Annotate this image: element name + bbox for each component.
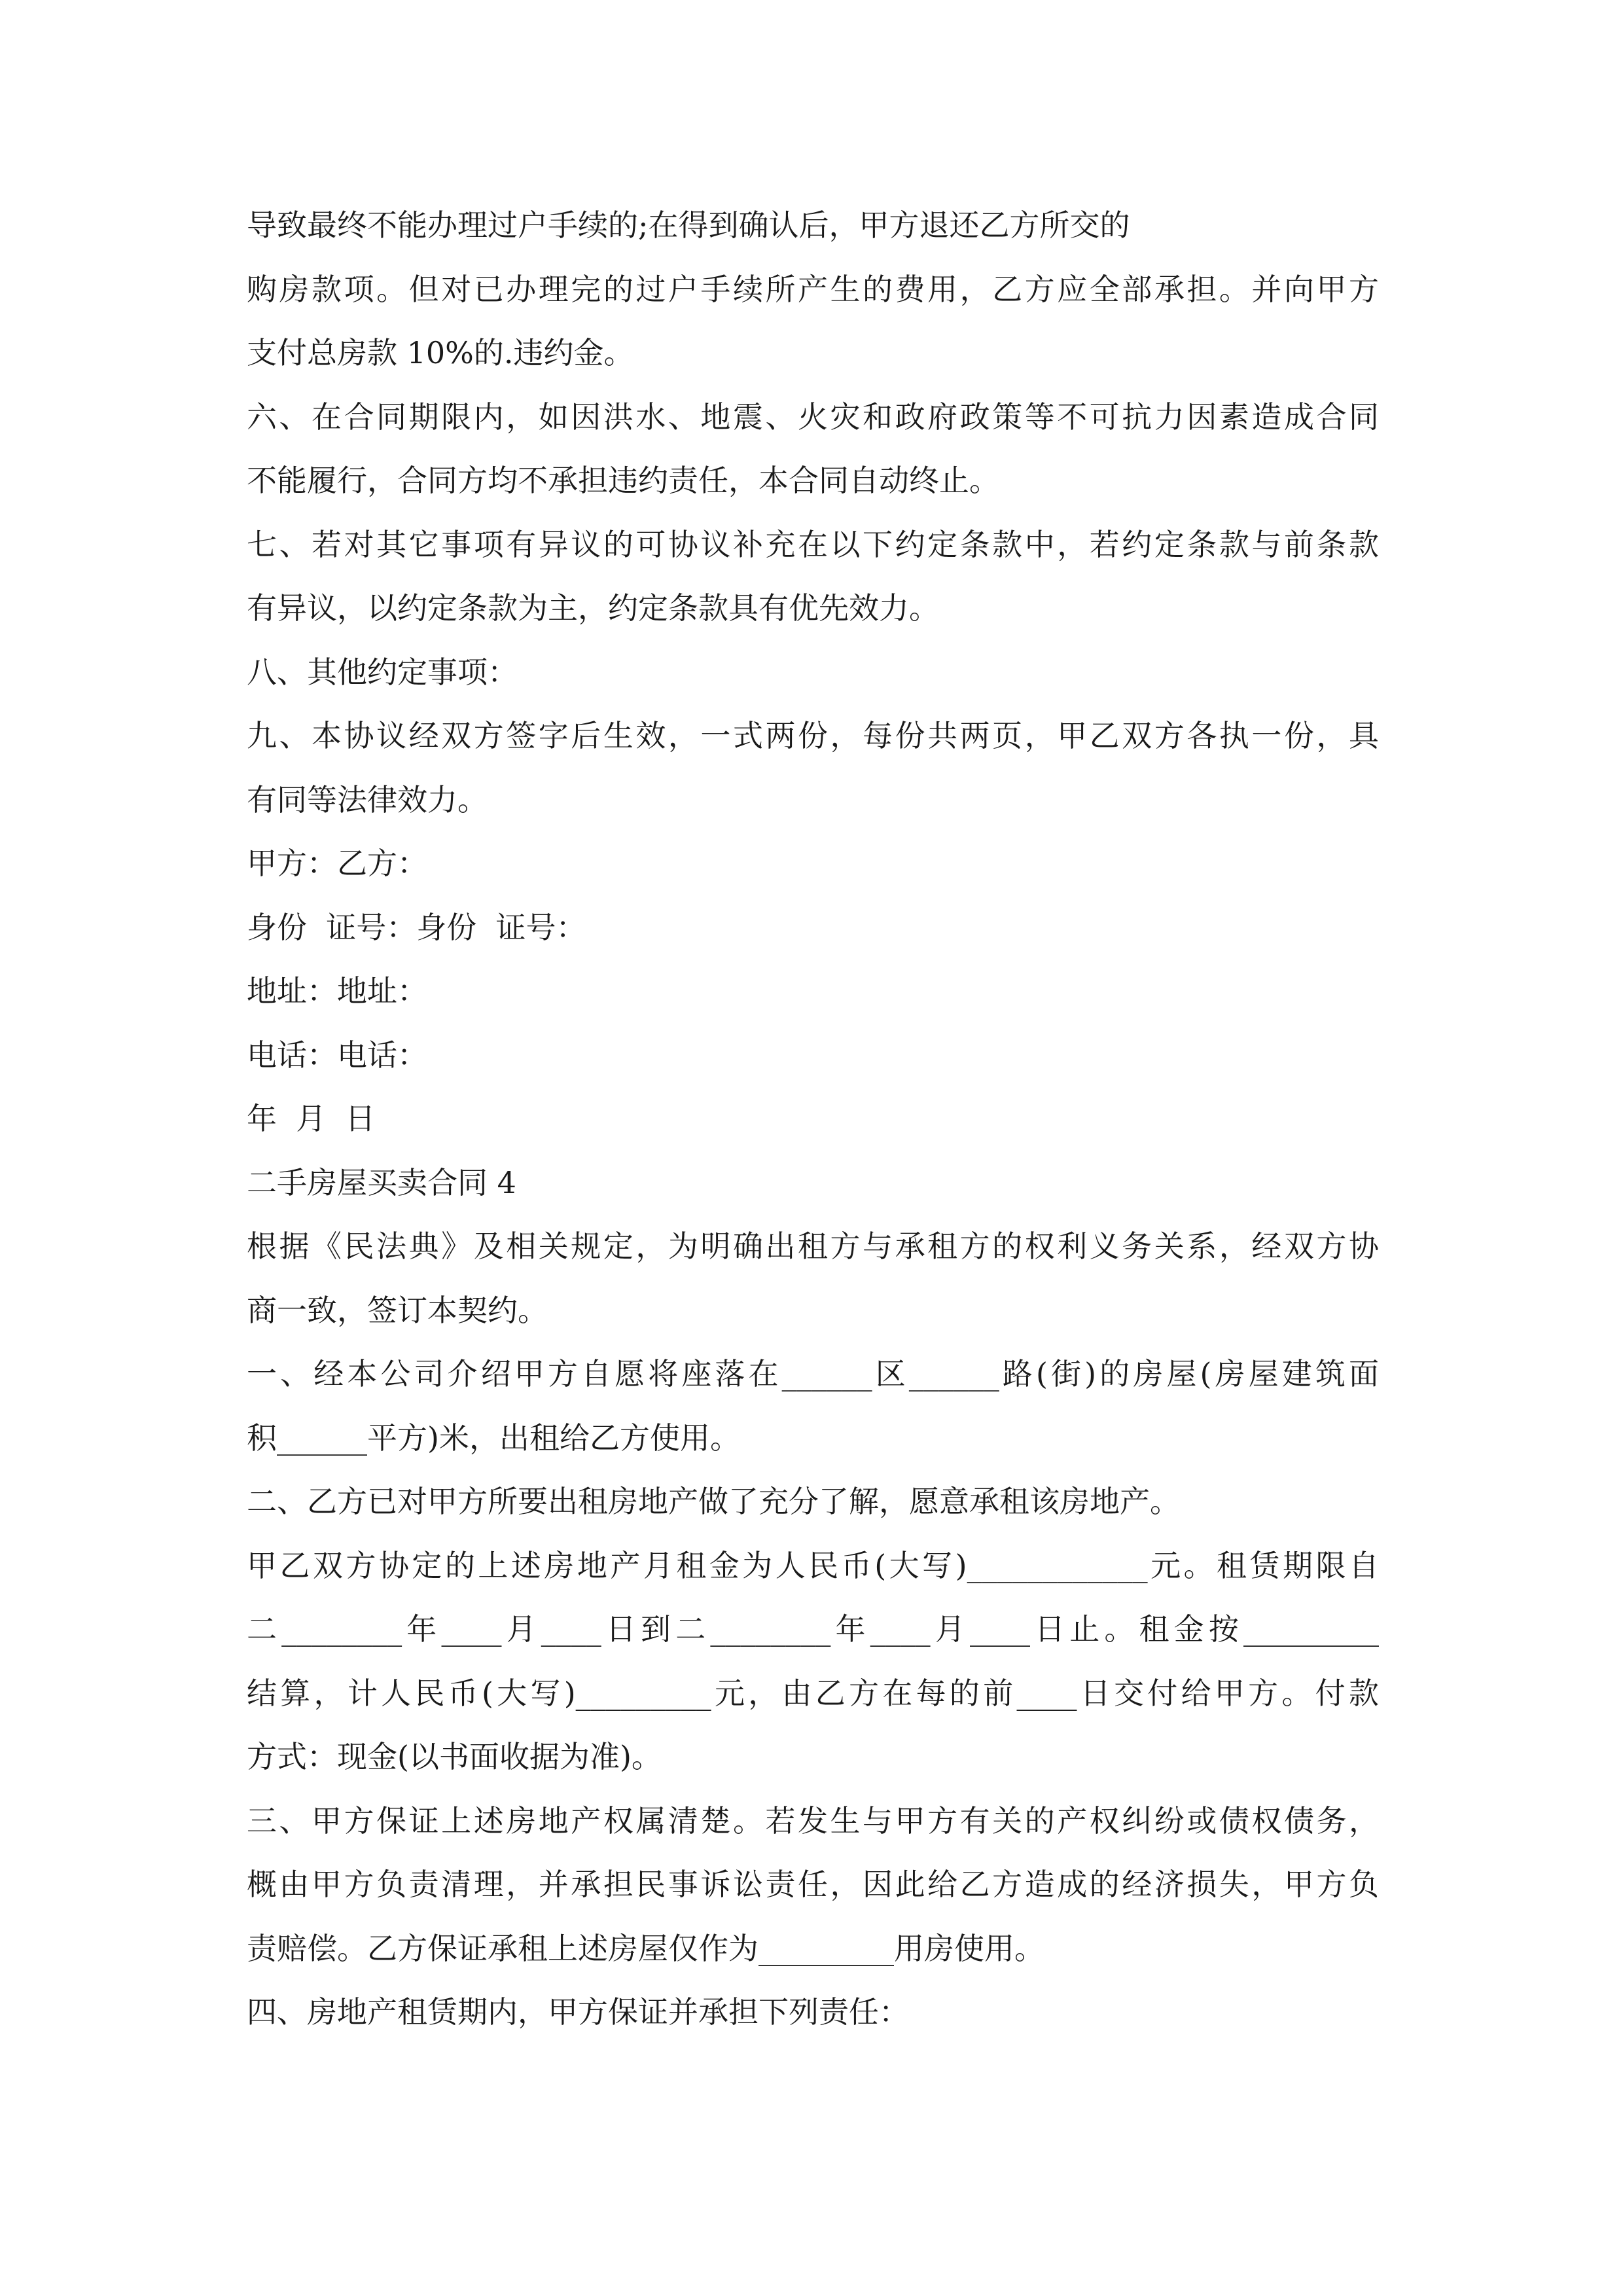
text-line: 二、乙方已对甲方所要出租房地产做了充分了解，愿意承租该房地产。 — [247, 1484, 1180, 1519]
signature-phone-line: 电话：电话： — [247, 1037, 427, 1073]
text-line: 九、本协议经双方签字后生效，一式两份，每份共两页，甲乙双方各执一份，具 — [247, 718, 1379, 753]
text-line: 根据《民法典》及相关规定，为明确出租方与承租方的权利义务关系，经双方协 — [247, 1229, 1379, 1264]
text-line: 积______平方)米，出租给乙方使用。 — [247, 1420, 740, 1456]
text-line: 六、在合同期限内，如因洪水、地震、火灾和政府政策等不可抗力因素造成合同 — [247, 399, 1379, 435]
text-line: 有同等法律效力。 — [247, 781, 488, 817]
text-line: 购房款项。但对已办理完的过户手续所产生的费用，乙方应全部承担。并向甲方 — [247, 271, 1379, 307]
text-line: 支付总房款 10%的.违约金。 — [247, 335, 634, 370]
text-line: 商一致，签订本契约。 — [247, 1292, 548, 1328]
signature-id-line: 身份 证号：身份 证号： — [247, 909, 586, 945]
text-line: 责赔偿。乙方保证承租上述房屋仅作为_________用房使用。 — [247, 1930, 1044, 1966]
text-line: 四、房地产租赁期内，甲方保证并承担下列责任： — [247, 1994, 909, 2030]
section-title: 二手房屋买卖合同 4 — [247, 1164, 516, 1200]
text-line: 甲乙双方协定的上述房地产月租金为人民币(大写)____________元。租赁期限自 — [247, 1547, 1379, 1583]
signature-address-line: 地址：地址： — [247, 973, 427, 1009]
text-line: 二________年____月____日到二________年____月____日止。租金按_________ — [247, 1611, 1379, 1647]
text-line: 一、经本公司介绍甲方自愿将座落在______区______路(街)的房屋(房屋建筑面 — [247, 1356, 1379, 1391]
text-line: 结算，计人民币(大写)_________元，由乙方在每的前____日交付给甲方。付款 — [247, 1675, 1379, 1711]
text-line: 七、若对其它事项有异议的可协议补充在以下约定条款中，若约定条款与前条款 — [247, 526, 1379, 562]
signature-party-line: 甲方：乙方： — [247, 846, 427, 881]
document-body — [247, 194, 1379, 2045]
text-line: 有异议，以约定条款为主，约定条款具有优先效力。 — [247, 590, 939, 626]
signature-date-line: 年 月 日 — [247, 1101, 376, 1136]
text-line: 概由甲方负责清理，并承担民事诉讼责任，因此给乙方造成的经济损失，甲方负 — [247, 1867, 1379, 1902]
text-line: 三、甲方保证上述房地产权属清楚。若发生与甲方有关的产权纠纷或债权债务， — [247, 1803, 1379, 1839]
text-line: 导致最终不能办理过户手续的;在得到确认后，甲方退还乙方所交的 — [247, 207, 1130, 243]
text-line: 方式：现金(以书面收据为准)。 — [247, 1739, 662, 1774]
text-line: 八、其他约定事项： — [247, 654, 518, 690]
text-line: 不能履行，合同方均不承担违约责任，本合同自动终止。 — [247, 463, 999, 498]
